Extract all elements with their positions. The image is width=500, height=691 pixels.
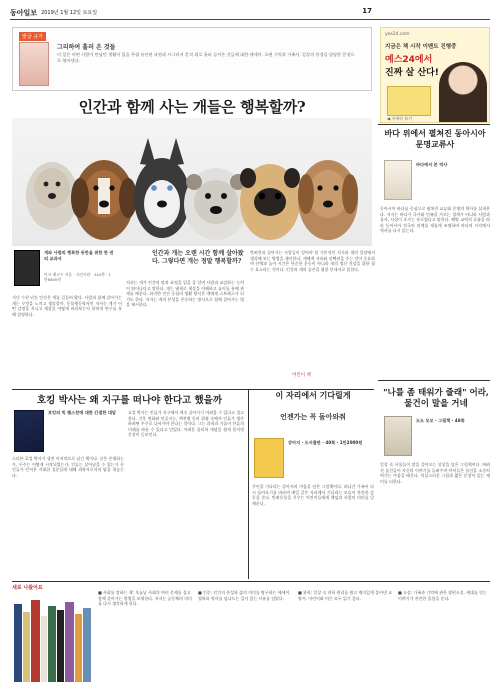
ad-line1: 지금은 책 시작 이벤트 진행중 bbox=[385, 44, 457, 50]
book-cover-image bbox=[19, 42, 49, 86]
ad-logo: yes24.com bbox=[385, 32, 410, 37]
sub-headline: 바다 위에서 펼쳐진 동아시아 문명교류사 bbox=[384, 128, 486, 149]
books-shelf-image bbox=[12, 592, 92, 682]
feature-title: 그리하여 흘러 온 것들 bbox=[57, 44, 116, 51]
article-column: 지난 수천 년간 인간은 개를 길들여 왔다. 사람과 함께 살아가는 개는 무엇을 느끼고 생각할까. 동물행동학자인 저자는 개가 어떤 감정을 지니고 세상을 어떻게 바라보는지 과학적 연구를 통해 설명한다. bbox=[12, 295, 122, 317]
main-headline: 인간과 함께 사는 개들은 행복할까? bbox=[78, 98, 306, 116]
book-cover-image bbox=[384, 160, 412, 200]
article-column: 일상 속 사물들이 말을 걸어오는 상상을 담은 그림책이다. 버려진 물건들이 자신의 이야기를 들려주며 아이들은 물건을 소중히 여기는 마음을 배운다. 익살스러운 그림과 짧은 문장이 읽는 재미를 더한다. bbox=[380, 462, 490, 484]
book-cover-image bbox=[14, 410, 44, 452]
book-cover-image bbox=[254, 438, 284, 478]
column-divider bbox=[248, 389, 249, 579]
book-caption: 호킹의 빅 퀘스천에 대한 간결한 대답 bbox=[48, 410, 116, 415]
sub-headline: "나를 좀 태워가 줄래" 어라, 물건이 말을 거네 bbox=[383, 388, 489, 409]
new-book-column: ■ 사회를 말하는 책: 오늘날 사회의 여러 문제를 짚고 함께 살아가는 방법을 모색한다. 저자는 공동체의 의미를 다시 생각하게 한다. bbox=[98, 590, 192, 607]
ad-more-link[interactable]: ◀ 자세히 보기 bbox=[387, 116, 412, 121]
masthead bbox=[10, 6, 490, 20]
article-column: 반려견과 살아가는 사람들이 알아야 할 기본적인 지식과 개의 입장에서 생각해 보는 방법을 제안한다. 개에게 자유와 선택권을 주는 것이 중요하며 산책과 놀이 시간은 단순한 운동이 아니라 개의 정신 건강을 위한 필수 요소라는 것이다. 인간과 개의 공존을 위한 안내서로 읽힌다. bbox=[250, 250, 375, 272]
feature-text: 이 일은 어떤 사람이 만났던 생활이 있을 무렵 유인된 낙원과 사그라져 흔적 위로 흘러 들어온 것들에 대한 에세이. 오랜 기억과 가족사, 일상의 풍경을 담담한 문장으로 엮어낸다. bbox=[57, 52, 355, 63]
article-column: 호킹 박사는 인류가 지구에서 계속 살아가기 어려울 수 있다고 경고한다. 기후 변화와 인공지능, 핵전쟁 등의 위협 속에서 인류가 생존하려면 우주로 나아가야 한다는 것이다. 그는 과학과 기술이 인류의 미래를 바꿀 수 있다고 믿었다. 어려운 물리학 개념을 쉽게 풀어낸 문장이 돋보인다. bbox=[128, 410, 244, 438]
article-column: 동아시아 바다를 중심으로 펼쳐진 교류와 문명의 역사를 살펴본다. 저자는 바다가 국가와 민족을 가르는 경계가 아니라 사람과 물자, 사상이 오가는 통로였다고 말한다. 해양 교역의 흐름을 따라 동아시아 각국의 관계를 새롭게 조명하며 바다의 시각에서 역사를 다시 읽는다. bbox=[380, 206, 490, 234]
ad-line2: 예스24에서 bbox=[385, 55, 433, 65]
new-book-column: ■ 인문: 인간의 본성과 삶의 의미를 탐구하는 에세이. 철학과 역사를 넘나드는 깊이 있는 사유를 담았다. bbox=[198, 590, 291, 601]
book-caption: 바다에서 본 역사 bbox=[416, 162, 448, 167]
paper-logo: 동아일보 bbox=[10, 7, 38, 17]
new-book-column: ■ 과학: 일상 속 과학 원리를 쉽고 재미있게 풀어낸 교양서. 어린이와 어른 모두 읽기 좋다. bbox=[298, 590, 392, 601]
dogs-illustration bbox=[12, 118, 372, 246]
feature-box bbox=[12, 27, 372, 91]
advertisement[interactable] bbox=[380, 27, 490, 123]
section-label: 새로 나왔어요 bbox=[12, 585, 43, 591]
article-column: 스티븐 호킹 박사가 생전 마지막으로 남긴 책이다. 신은 존재하는가, 우주는 어떻게 시작되었는가, 인류는 살아남을 수 있는가 등 인류가 던져온 거대한 질문들에 대해 과학자로서의 답을 내놓는다. bbox=[12, 456, 124, 478]
issue-date: 2019년 1월 12일 토요일 bbox=[41, 10, 98, 16]
book-cover-image bbox=[14, 250, 40, 286]
section-divider bbox=[12, 581, 490, 582]
book-meta: 마크 베코프 지음 · 국민서관 · 344쪽 · 1만6800원 bbox=[44, 272, 111, 282]
section-divider bbox=[378, 124, 490, 125]
feature-tag: 발굴 규가 bbox=[19, 32, 46, 41]
ad-person-image bbox=[439, 62, 487, 122]
dogs-photo bbox=[12, 118, 372, 246]
book-caption: 강아지 · 도서출판 · 40쪽 · 1만2000원 bbox=[288, 440, 363, 445]
article-column: 주인을 기다리는 강아지의 마음을 담은 그림책이다. 떠나간 가족이 다시 돌아오기를 바라며 매일 같은 자리에서 기다리는 모습이 잔잔한 감동을 준다. 반려동물을 키우는 어린이들에게 책임과 사랑의 의미를 일깨운다. bbox=[252, 484, 374, 506]
section-divider bbox=[378, 380, 490, 381]
new-book-column: ■ 소설: 가족과 기억에 관한 장편소설. 세대를 잇는 이야기가 잔잔한 울림을 준다. bbox=[398, 590, 487, 601]
ad-book-image bbox=[387, 86, 431, 116]
pull-quote: 인간과 개는 오랜 시간 함께 살아왔다. 그렇다면 개는 정말 행복할까? bbox=[152, 250, 244, 265]
sub-headline-2: 언젠가는 꼭 돌아와줘 bbox=[280, 412, 346, 421]
page-number: 17 bbox=[362, 7, 372, 15]
sub-headline: 이 자리에서 기다릴게 bbox=[275, 390, 351, 400]
book-cover-image bbox=[384, 416, 412, 456]
book-caption: 개와 사람의 행복한 동반을 위한 한 권 의 교과서 bbox=[44, 250, 114, 261]
book-caption: 도도 모모 · 그림책 · 48쪽 bbox=[416, 418, 465, 423]
sub-headline: 호킹 박사는 왜 지구를 떠나야 한다고 했을까 bbox=[36, 395, 223, 406]
section-tag: 어린이 책 bbox=[292, 373, 311, 378]
ad-line3: 진짜 살 산다! bbox=[385, 68, 439, 78]
article-column: 저자는 개가 인간의 말과 표정을 읽을 줄 알며 사람과 교감하는 능력이 뛰어나다고 말한다. 개는 냄새로 세상을 이해하고 놀이를 통해 관계를 배운다. 하지만 인간 중심의 생활 방식은 개에게 스트레스가 되기도 한다. 저자는 개의 본성을 존중하는 방식으로 함께 살아가는 법을 제시한다. bbox=[126, 280, 244, 308]
